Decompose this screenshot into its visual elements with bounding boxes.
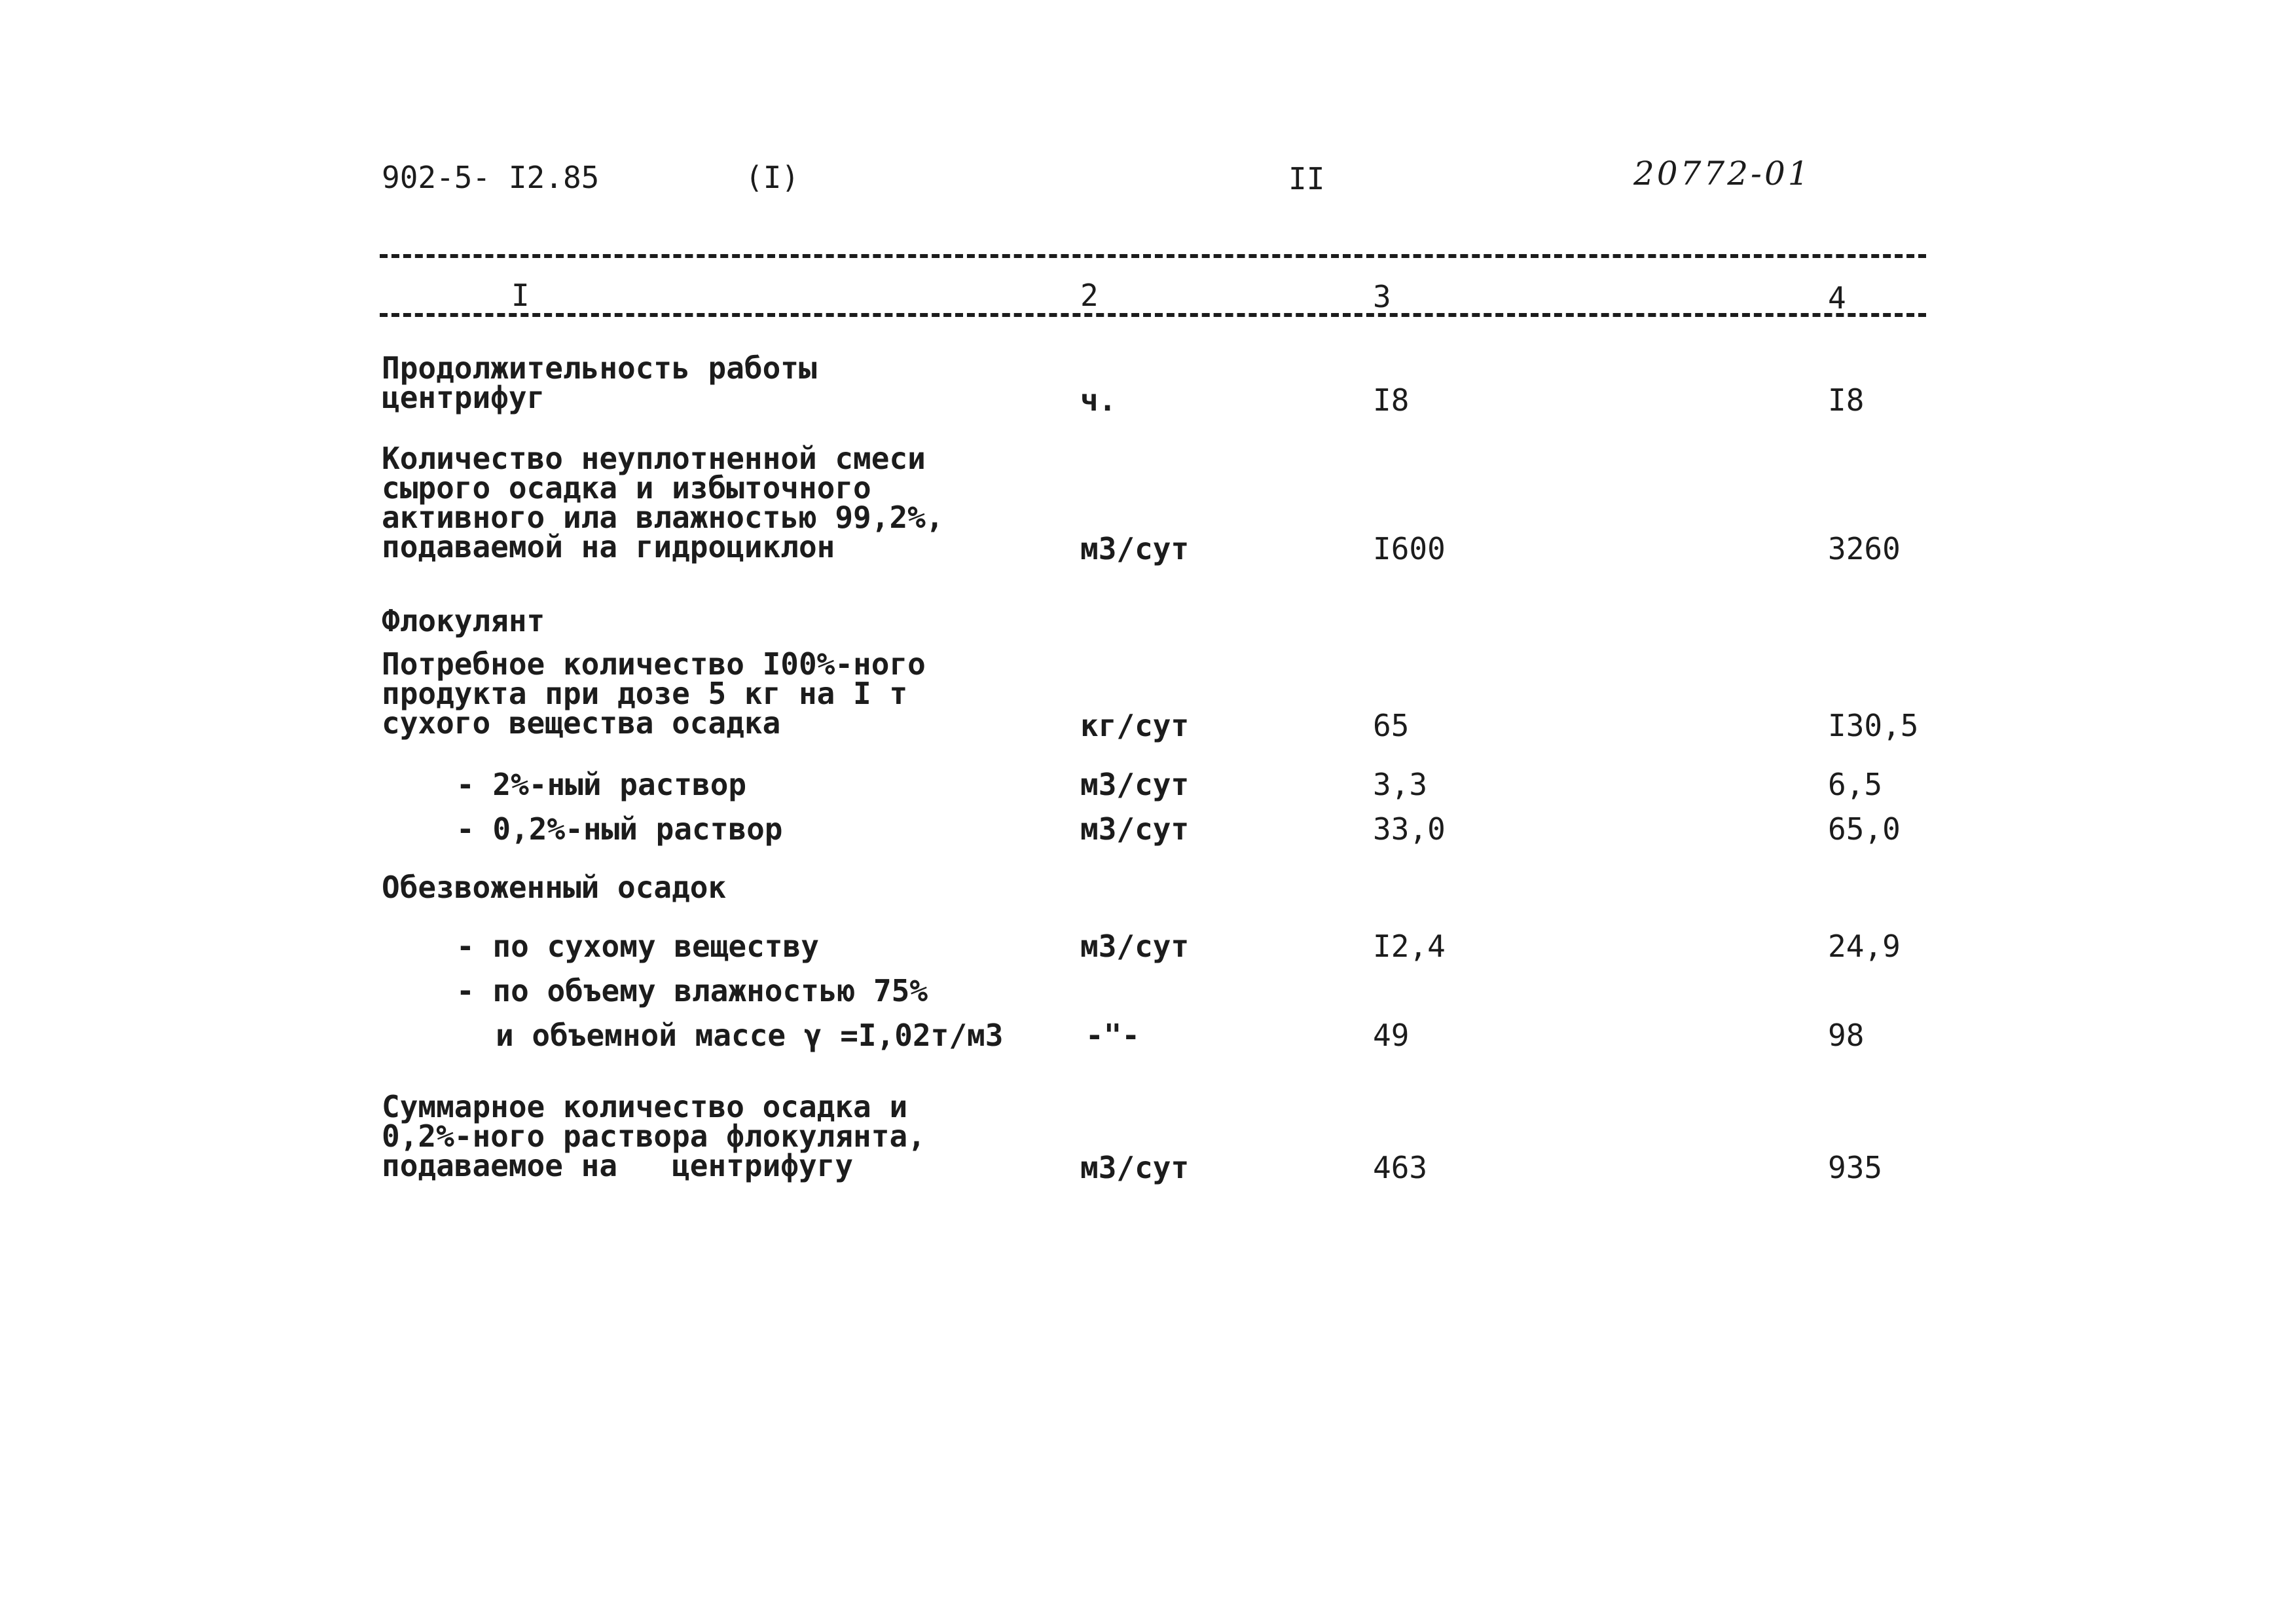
column-header-2: 2 [1080, 278, 1099, 313]
row-name: Продолжительность работы центрифуг [382, 350, 817, 415]
row-value-col3: I2,4 [1373, 929, 1446, 964]
row-unit: ч. [1080, 382, 1117, 418]
row-name: Потребное количество I00%-ного продукта при дозе 5 кг на I т сухого вещества осадка [382, 646, 926, 741]
row-value-col3: 33,0 [1373, 811, 1446, 847]
row-value-col3: 3,3 [1373, 767, 1428, 802]
row-name: Количество неуплотненной смеси сырого осадка и избыточного активного ила влажностью 99,2%, подаваемой на гидроциклон [382, 441, 944, 564]
column-header-3: 3 [1373, 279, 1391, 314]
row-unit: кг/сут [1080, 708, 1190, 743]
row-value-col3: I8 [1373, 382, 1410, 418]
row-value-col4: 65,0 [1828, 811, 1901, 847]
document-code: 902-5- I2.85 [382, 160, 600, 195]
row-unit: -"- [1085, 1018, 1140, 1053]
row-value-col3: 463 [1373, 1150, 1428, 1185]
row-name: Суммарное количество осадка и 0,2%-ного раствора флокулянта, подаваемое на центрифугу [382, 1089, 926, 1183]
row-value-col4: 6,5 [1828, 767, 1883, 802]
row-value-col4: 3260 [1828, 531, 1901, 566]
row-name: - 0,2%-ный раствор [456, 811, 783, 847]
row-unit: м3/сут [1080, 531, 1190, 566]
row-name: - по объему влажностью 75% [456, 973, 928, 1008]
row-unit: м3/сут [1080, 767, 1190, 802]
row-value-col4: I30,5 [1828, 708, 1919, 743]
row-name: - по сухому веществу [456, 929, 819, 964]
part-number: (I) [745, 160, 800, 195]
table-top-rule [380, 254, 1926, 258]
row-value-col3: I600 [1373, 531, 1446, 566]
inventory-number: 20772-01 [1633, 155, 1812, 193]
column-header-1: I [511, 278, 530, 313]
section-heading: Обезвоженный осадок [382, 870, 727, 905]
page-number: II [1288, 161, 1325, 196]
row-value-col4: 24,9 [1828, 929, 1901, 964]
row-name-continuation: и объемной массе γ =I,02т/м3 [496, 1018, 1004, 1053]
row-unit: м3/сут [1080, 1150, 1190, 1185]
column-header-4: 4 [1828, 280, 1846, 316]
row-unit: м3/сут [1080, 929, 1190, 964]
row-value-col4: I8 [1828, 382, 1865, 418]
table-header-rule [380, 313, 1926, 317]
row-value-col4: 98 [1828, 1018, 1865, 1053]
row-value-col3: 65 [1373, 708, 1410, 743]
row-value-col3: 49 [1373, 1018, 1410, 1053]
row-unit: м3/сут [1080, 811, 1190, 847]
row-value-col4: 935 [1828, 1150, 1883, 1185]
row-name: - 2%-ный раствор [456, 767, 747, 802]
section-heading: Флокулянт [382, 603, 545, 638]
